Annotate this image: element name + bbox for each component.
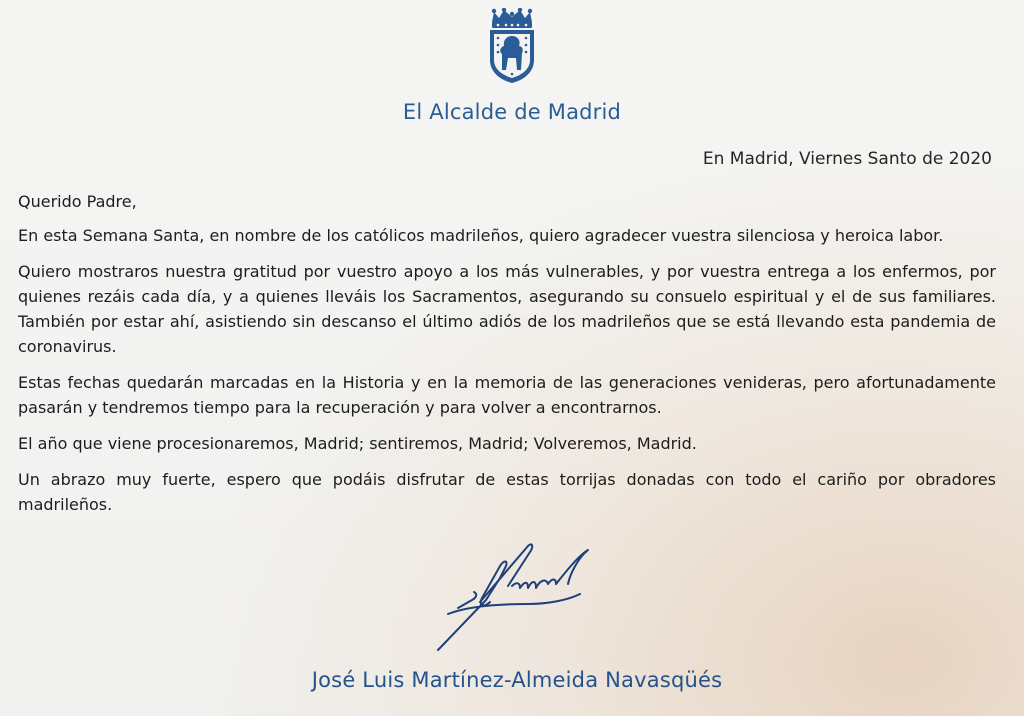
letterhead: [0, 8, 1024, 124]
madrid-coat-of-arms-icon: [484, 8, 540, 84]
letter-date: En Madrid, Viernes Santo de 2020: [702, 149, 992, 169]
letter-paragraph: Quiero mostraros nuestra gratitud por vuestro apoyo a los más vulnerables, y por vuestra entrega a los enfermos, por quienes rezáis cada día, y a quienes lleváis los Sacramentos, asegurando su consuelo espiritual y el de sus familiares. También por estar ahí, asistiendo sin descanso el último adiós de los madrileños que se está llevando esta pandemia de coronavirus.: [18, 262, 996, 356]
letter-paragraph: En esta Semana Santa, en nombre de los católicos madrileños, quiero agradecer vuestra silenciosa y heroica labor.: [18, 226, 944, 245]
letter-paragraph: El año que viene procesionaremos, Madrid; sentiremos, Madrid; Volveremos, Madrid.: [18, 434, 697, 453]
salutation: Querido Padre,: [18, 192, 137, 211]
letter-paragraph: Estas fechas quedarán marcadas en la Historia y en la memoria de las generaciones venideras, pero afortunadamente pasarán y tendremos tiempo para la recuperación y para volver a encontrarnos.: [18, 373, 996, 417]
letter-paragraph: Un abrazo muy fuerte, espero que podáis disfrutar de estas torrijas donadas con todo el cariño por obradores madrileños.: [18, 470, 996, 514]
office-title: El Alcalde de Madrid: [402, 100, 622, 124]
letter-body: [18, 189, 996, 528]
handwritten-signature-icon: [428, 538, 598, 658]
signer-name: José Luis Martínez-Almeida Navasqüés: [311, 668, 723, 692]
